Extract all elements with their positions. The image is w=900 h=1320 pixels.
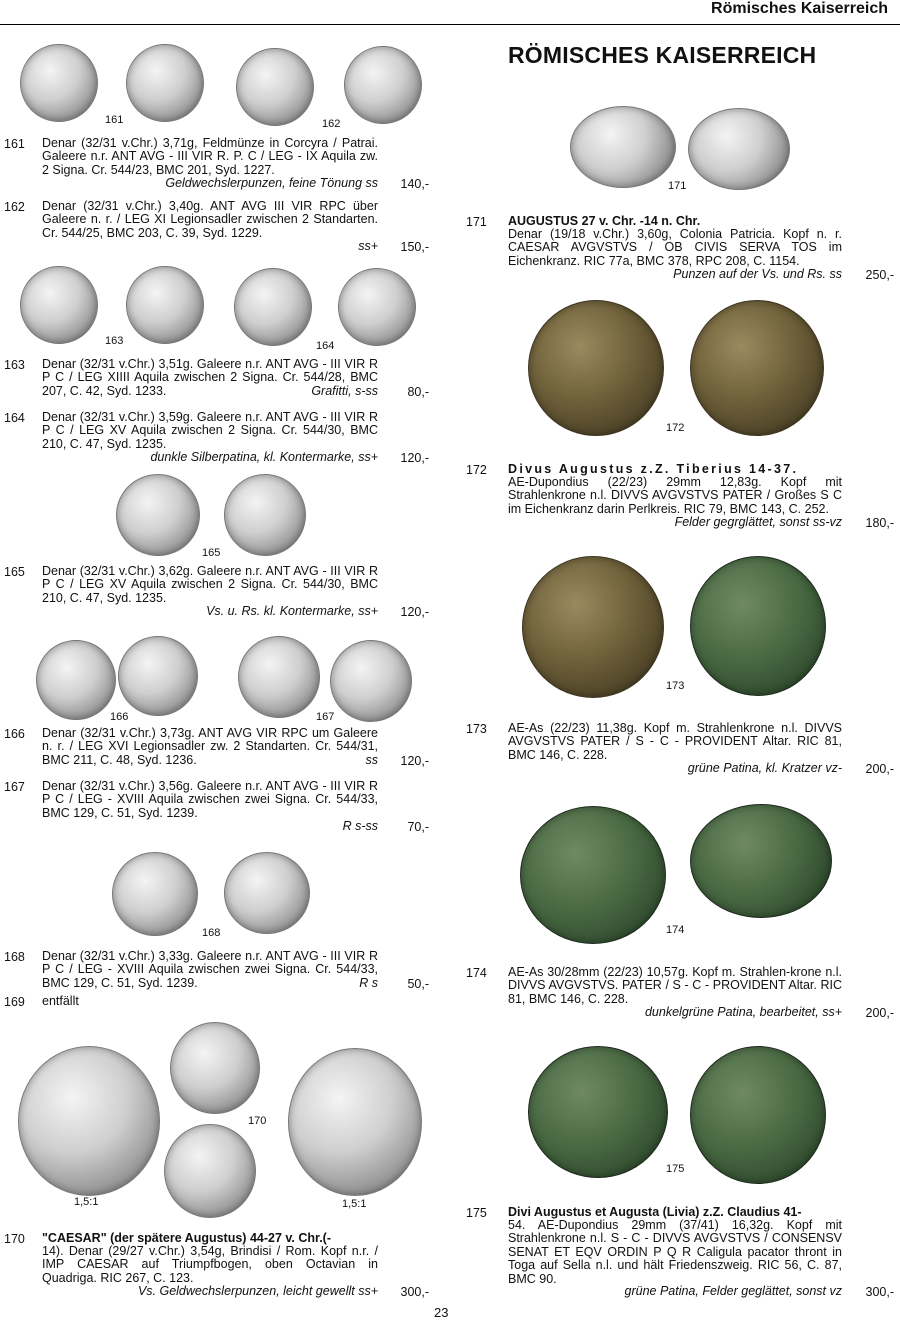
lot-price-165: 120,- [400, 605, 429, 619]
coin-image-163-reverse [126, 266, 204, 344]
coin-image-170-reverse-enlarged [288, 1048, 422, 1196]
lot-price-172: 180,- [865, 516, 894, 530]
lot-remark-175: grüne Patina, Felder geglättet, sonst vz [624, 1284, 842, 1298]
coin-image-166-obverse [36, 640, 116, 720]
lot-number-172: 172 [466, 463, 487, 477]
lot-description-174: AE-As 30/28mm (22/23) 10,57g. Kopf m. Strahlen-krone n.l. DIVVS AVGVSTVS. PATER / S - C - PROVIDENT Altar. RIC 81, BMC 146, C. 228. [508, 965, 842, 1006]
lot-number-164: 164 [4, 411, 25, 425]
lot-number-165: 165 [4, 565, 25, 579]
lot-number-162: 162 [4, 200, 25, 214]
lot-description-168: Denar (32/31 v.Chr.) 3,33g. Galeere n.r. ANT AVG - III VIR R P C / LEG - XVIII Aquila zwischen zwei Signa. Cr. 544/33, BMC 129, C. 51, Syd. 1239. [42, 949, 378, 990]
image-label-167: 167 [316, 711, 335, 723]
coin-image-164-obverse [234, 268, 312, 346]
lot-description-171: Denar (19/18 v.Chr.) 3,60g, Colonia Patricia. Kopf n. r. CAESAR AVGVSTVS / OB CIVIS SERVA TOS im Eichenkranz. RIC 77a, BMC 378, RPC 208, C. 1154. [508, 227, 842, 268]
lot-number-173: 173 [466, 722, 487, 736]
lot-number-166: 166 [4, 727, 25, 741]
image-label-163: 163 [105, 335, 124, 347]
coin-image-173-reverse [690, 556, 826, 696]
coin-image-170-obverse [170, 1022, 260, 1114]
lot-number-175: 175 [466, 1206, 487, 1220]
lot-remark-174: dunkelgrüne Patina, bearbeitet, ss+ [644, 1005, 842, 1019]
lot-price-175: 300,- [865, 1285, 894, 1299]
coin-image-170-reverse [164, 1124, 256, 1218]
lot-number-167: 167 [4, 780, 25, 794]
coin-image-175-obverse [528, 1046, 668, 1178]
coin-image-166-reverse [118, 636, 198, 716]
image-label-172: 172 [666, 422, 685, 434]
coin-image-164-reverse [338, 268, 416, 346]
coin-image-167-obverse [238, 636, 320, 718]
coin-image-168-reverse [224, 852, 310, 934]
lot-description-162: Denar (32/31 v.Chr.) 3,40g. ANT AVG III VIR RPC über Galeere n. r. / LEG XI Legionsadler zwischen 2 Standarten. Cr. 544/25, BMC 203, C. 39, Syd. 1229. [42, 199, 378, 240]
coin-image-161-reverse [126, 44, 204, 122]
lot-description-170: 14). Denar (29/27 v.Chr.) 3,54g, Brindisi / Rom. Kopf n.r. / IMP CAESAR auf Triumpfbogen, oben Octavian in Quadriga. RIC 267, C. 123. [42, 1244, 378, 1285]
page-number: 23 [434, 1305, 449, 1320]
lot-description-161: Denar (32/31 v.Chr.) 3,71g, Feldmünze in Corcyra / Patrai. Galeere n.r. ANT AVG - III VIR R. P. C / LEG - IX Aquila zw. 2 Signa. Cr. 544/23, BMC 201, Syd. 1227. [42, 136, 378, 177]
lot-price-163: 80,- [407, 385, 429, 399]
lot-remark-172: Felder gegrglättet, sonst ss-vz [674, 515, 842, 529]
coin-image-174-reverse [690, 804, 832, 918]
coin-image-162-reverse [344, 46, 422, 124]
coin-image-172-obverse [528, 300, 664, 436]
coin-image-162-obverse [236, 48, 314, 126]
lot-number-174: 174 [466, 966, 487, 980]
lot-description-165: Denar (32/31 v.Chr.) 3,62g. Galeere n.r. ANT AVG - III VIR R P C / LEG XV Aquila zwischen 2 Signa. Cr. 544/30, BMC 210, C. 47, Syd. 1235. [42, 564, 378, 605]
coin-image-171-reverse [688, 108, 790, 190]
image-label-164: 164 [316, 340, 335, 352]
lot-description-166: Denar (32/31 v.Chr.) 3,73g. ANT AVG VIR RPC um Galeere n. r. / LEG XVI Legionsadler zw. 2 Standarten. Cr. 544/31, BMC 211, C. 48, Syd. 1236. [42, 726, 378, 767]
image-label-161: 161 [105, 114, 124, 126]
lot-number-168: 168 [4, 950, 25, 964]
image-label-174: 174 [666, 924, 685, 936]
lot-number-163: 163 [4, 358, 25, 372]
lot-description-167: Denar (32/31 v.Chr.) 3,56g. Galeere n.r. ANT AVG - III VIR R P C / LEG - XVIII Aquila zwischen zwei Signa. Cr. 544/33, BMC 129, C. 51, Syd. 1239. [42, 779, 378, 820]
lot-remark-168: R s [359, 976, 378, 990]
lot-remark-170: Vs. Geldwechslerpunzen, leicht gewellt ss+ [137, 1284, 378, 1298]
lot-description-169: entfällt [42, 994, 79, 1008]
lot-number-169: 169 [4, 995, 25, 1009]
lot-remark-171: Punzen auf der Vs. und Rs. ss [673, 267, 842, 281]
coin-image-161-obverse [20, 44, 98, 122]
lot-remark-163: Grafitti, s-ss [311, 384, 378, 398]
coin-image-168-obverse [112, 852, 198, 936]
lot-price-161: 140,- [400, 177, 429, 191]
coin-image-170-obverse-enlarged [18, 1046, 160, 1196]
lot-number-161: 161 [4, 137, 25, 151]
image-label-175: 175 [666, 1163, 685, 1175]
scale-label-right: 1,5:1 [342, 1198, 367, 1210]
lot-description-172: AE-Dupondius (22/23) 29mm 12,83g. Kopf mit Strahlenkrone n.l. DIVVS AVGVSTVS PATER / Großes S C im Eichenkranz darin Perlkreis. RIC 79, BMC 143, C. 252. [508, 475, 842, 516]
image-label-168: 168 [202, 927, 221, 939]
lot-number-170: 170 [4, 1232, 25, 1246]
running-header [0, 0, 900, 25]
coin-image-167-reverse [330, 640, 412, 722]
lot-price-170: 300,- [400, 1285, 429, 1299]
lot-title-170: "CAESAR" (der spätere Augustus) 44-27 v. Chr.(- [42, 1231, 331, 1245]
lot-price-162: 150,- [400, 240, 429, 254]
lot-price-171: 250,- [865, 268, 894, 282]
coin-image-171-obverse [570, 106, 676, 188]
coin-image-165-reverse [224, 474, 306, 556]
image-label-162: 162 [322, 118, 341, 130]
coin-image-165-obverse [116, 474, 200, 556]
lot-remark-164: dunkle Silberpatina, kl. Kontermarke, ss+ [150, 450, 378, 464]
lot-price-174: 200,- [865, 1006, 894, 1020]
coin-image-163-obverse [20, 266, 98, 344]
image-label-165: 165 [202, 547, 221, 559]
lot-price-164: 120,- [400, 451, 429, 465]
lot-description-164: Denar (32/31 v.Chr.) 3,59g. Galeere n.r. ANT AVG - III VIR R P C / LEG XV Aquila zwischen 2 Signa. Cr. 544/30, BMC 210, C. 47, Syd. 1235. [42, 410, 378, 451]
scale-label-left: 1,5:1 [74, 1196, 99, 1208]
lot-number-171: 171 [466, 215, 487, 229]
lot-description-173: AE-As (22/23) 11,38g. Kopf m. Strahlenkrone n.l. DIVVS AVGVSTVS PATER / S - C - PROVIDENT Altar. RIC 81, BMC 146, C. 228. [508, 721, 842, 762]
lot-remark-173: grüne Patina, kl. Kratzer vz- [687, 761, 842, 775]
lot-price-166: 120,- [400, 754, 429, 768]
coin-image-172-reverse [690, 300, 824, 436]
coin-image-175-reverse [690, 1046, 826, 1184]
lot-description-175: 54. AE-Dupondius 29mm (37/41) 16,32g. Kopf mit Strahlenkrone n.l. S - C - DIVVS AVGVSTVS / CONSENSV SENAT ET EQV ORDIN P Q R Caligula pacator thront in Toga auf Sella n.l. und hält Friedenszweig. RIC 56, C. 87, BMC 90. [508, 1218, 842, 1286]
lot-remark-165: Vs. u. Rs. kl. Kontermarke, ss+ [206, 604, 378, 618]
image-label-171: 171 [668, 180, 687, 192]
lot-price-168: 50,- [407, 977, 429, 991]
lot-remark-166: ss [365, 753, 378, 767]
lot-remark-167: R s-ss [342, 819, 378, 833]
coin-image-174-obverse [520, 806, 666, 944]
lot-remark-162: ss+ [358, 239, 378, 253]
lot-price-167: 70,- [407, 820, 429, 834]
coin-image-173-obverse [522, 556, 664, 698]
lot-price-173: 200,- [865, 762, 894, 776]
lot-description-163: Denar (32/31 v.Chr.) 3,51g. Galeere n.r. ANT AVG - III VIR R P C / LEG XIIII Aquila zwischen 2 Signa. Cr. 544/28, BMC 207, C. 42, Syd. 1233. [42, 357, 378, 398]
lot-remark-161: Geldwechslerpunzen, feine Tönung ss [165, 176, 378, 190]
image-label-173: 173 [666, 680, 685, 692]
page-title: RÖMISCHES KAISERREICH [508, 42, 817, 68]
image-label-170: 170 [248, 1115, 267, 1127]
lot-title-171: AUGUSTUS 27 v. Chr. -14 n. Chr. [508, 214, 701, 228]
lot-title-172: Divus Augustus z.Z. Tiberius 14-37. [508, 462, 799, 476]
image-label-166: 166 [110, 711, 129, 723]
lot-title-175: Divi Augustus et Augusta (Livia) z.Z. Claudius 41- [508, 1205, 802, 1219]
header-title: Römisches Kaiserreich [711, 0, 888, 17]
